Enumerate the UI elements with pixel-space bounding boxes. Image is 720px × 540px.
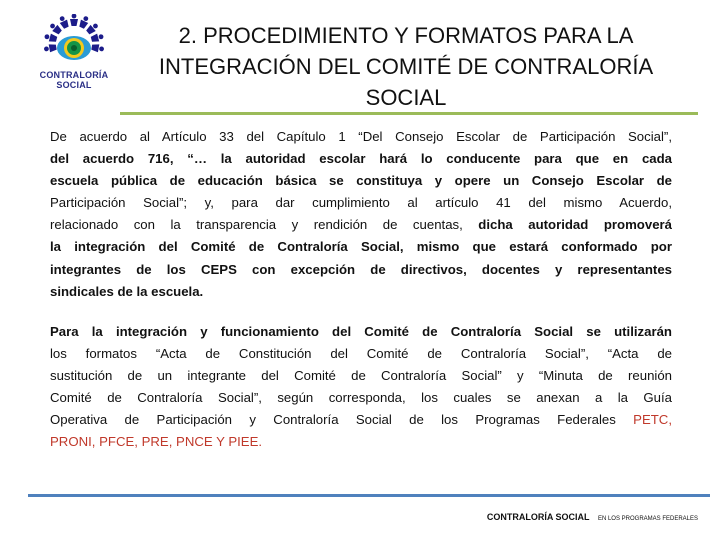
paragraph-1-line: sindicales de la escuela. xyxy=(50,283,204,299)
footer-divider xyxy=(28,494,710,497)
page-title xyxy=(120,20,692,113)
program-list-highlight: PRONI, PFCE, PRE, PNCE Y PIEE. xyxy=(50,434,263,450)
slide-body xyxy=(50,126,672,471)
contraloria-social-logo xyxy=(28,14,120,92)
paragraph-2-line: sustitución de un integrante del Comité de Contraloría Social” y “Minuta de reunión xyxy=(50,367,672,383)
paragraph-1-line: escuela pública de educación básica se constituya y opere un Consejo Escolar de xyxy=(50,173,672,189)
paragraph-1-line: la integración del Comité de Contraloría Social, mismo que estará conformado por xyxy=(50,239,672,255)
footer-title: CONTRALORÍA SOCIAL xyxy=(486,512,590,522)
paragraph-2-line xyxy=(50,409,672,431)
title-line-2: INTEGRACIÓN DEL COMITÉ DE CONTRALORÍA xyxy=(158,54,654,79)
paragraph-2-line: Para la integración y funcionamiento del Comité de Contraloría Social se utilizarán xyxy=(50,323,672,339)
paragraph-1 xyxy=(50,126,672,303)
footer xyxy=(487,507,698,525)
paragraph-2-line: Comité de Contraloría Social”, según corresponda, los cuales se anexan a la Guía xyxy=(50,390,672,406)
title-line-3: SOCIAL xyxy=(365,85,447,110)
bold-text: dicha autoridad promoverá xyxy=(478,217,672,233)
program-highlight: PETC, xyxy=(633,412,672,428)
bold-text: del acuerdo 716, “… la autoridad escolar hará lo conducente para que en cada xyxy=(50,151,672,167)
paragraph-1-line xyxy=(50,148,672,170)
paragraph-1-line: integrantes de los CEPS con excepción de directivos, docentes y representantes xyxy=(50,261,672,277)
title-divider xyxy=(120,112,698,115)
paragraph-1-line: De acuerdo al Artículo 33 del Capítulo 1 “Del Consejo Escolar de Participación Social”, xyxy=(50,129,672,144)
paragraph-2-line: los formatos “Acta de Constitución del Comité de Contraloría Social”, “Acta de xyxy=(50,345,672,361)
paragraph-2 xyxy=(50,321,672,454)
plain-text: Operativa de Participación y Contraloría Social de los Programas Federales xyxy=(50,412,634,428)
logo-emblem-icon xyxy=(28,14,120,74)
logo-text-line2: SOCIAL xyxy=(56,80,92,90)
plain-text: relacionado con la transparencia y rendición de cuentas, xyxy=(50,217,479,233)
logo-text-line1: CONTRALORÍA xyxy=(39,70,109,80)
paragraph-1-line: Participación Social”; y, para dar cumplimiento al artículo 41 del mismo Acuerdo, xyxy=(50,195,672,211)
title-line-1: 2. PROCEDIMIENTO Y FORMATOS PARA LA xyxy=(178,23,634,48)
footer-subtitle: EN LOS PROGRAMAS FEDERALES xyxy=(597,516,698,522)
paragraph-1-line xyxy=(50,214,672,236)
